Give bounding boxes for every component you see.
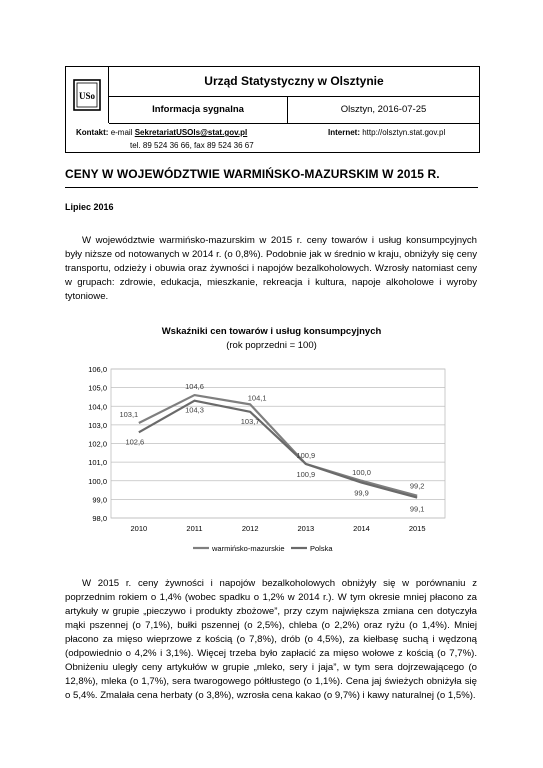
info-type: Informacja sygnalna (109, 97, 288, 123)
publication-date: Lipiec 2016 (65, 202, 114, 212)
data-label: 99,9 (354, 488, 369, 498)
paragraph-food-prices: W 2015 r. ceny żywności i napojów bezalkoholowych obniżyły się w porównaniu z poprzednim rokiem o 1,4% (wobec spadku o 1,2% w 2014 r.). W tym okresie mniej płacono za artykuły w grupie „pieczywo i produkty zbożowe”, przy czym największa zmiana cen dotyczyła mąki pszennej (o 7,1%), bułki pszennej (o 2,5%), chleba (o 2,2%) oraz ryżu (o 1,4%). Mniej płacono za mięso wieprzowe z kością (o 7,8%), drób (o 4,5%), za kiełbasę suchą i wędzoną (odpowiednio o 4,2% i 3,1%). Więcej trzeba było zapłacić za mięso wołowe z kością (o 7,7%). Obniżeniu uległy ceny artykułów w grupie „mleko, sery i jaja”, w tym sera dojrzewającego (o 12,8%), mleka (o 1,7%), sera twarogowego półtłustego (o 1,1%). Cena jaj świeżych obniżyła się o 5,4%. Zmalała cena herbaty (o 3,8%), wzrosła cena kakao (o 9,7%) i kawy naturalnej (o 1,5%). (65, 578, 477, 701)
data-label: 104,6 (185, 382, 204, 392)
legend-label: warmińsko-mazurskie (212, 544, 285, 553)
header-box (65, 66, 480, 153)
y-tick-label: 99,0 (92, 495, 107, 505)
y-tick-label: 104,0 (88, 402, 107, 412)
office-name: Urząd Statystyczny w Olsztynie (109, 67, 479, 97)
series-line-polska (139, 401, 417, 498)
x-tick-label: 2014 (353, 524, 370, 533)
data-label: 103,1 (119, 410, 139, 420)
data-label: 99,1 (409, 504, 425, 514)
internet-label: Internet: (328, 128, 360, 137)
x-tick-label: 2010 (130, 524, 148, 533)
line-chart (75, 355, 455, 565)
x-tick-label: 2013 (297, 524, 315, 533)
legend-label: Polska (310, 544, 333, 553)
data-label: 102,6 (125, 437, 145, 447)
phone-line: tel. 89 524 36 66, fax 89 524 36 67 (130, 141, 254, 150)
y-tick-label: 105,0 (88, 383, 107, 393)
office-logo (66, 67, 109, 123)
x-tick-label: 2011 (186, 524, 203, 533)
internet-line (328, 128, 445, 137)
data-label: 100,0 (352, 467, 371, 477)
y-tick-label: 100,0 (88, 476, 107, 486)
chart-subtitle: (rok poprzedni = 100) (226, 340, 317, 351)
page-title: CENY W WOJEWÓDZTWIE WARMIŃSKO-MAZURSKIM W 2015 R. (65, 167, 440, 181)
data-label: 103,7 (240, 416, 260, 426)
logo-lettering: USo (78, 91, 96, 101)
x-tick-label: 2015 (408, 524, 426, 533)
paragraph-intro: W województwie warmińsko-mazurskim w 2015 r. ceny towarów i usług konsumpcyjnych były niższe od notowanych w 2014 r. (o 0,8%). Podobnie jak w średnio w kraju, obniżyły się ceny transportu, odzieży i obuwia oraz żywności i napojów bezalkoholowych. Wzrosły natomiast ceny w grupach: zdrowie, edukacja, mieszkanie, rekreacja i kultura, napoje alkoholowe i wyroby tytoniowe. (65, 235, 477, 302)
y-tick-label: 101,0 (88, 458, 107, 468)
email-link[interactable]: SekretariatUSOls@stat.gov.pl (134, 128, 248, 137)
chart-title: Wskaźniki cen towarów i usług konsumpcyjnych (161, 326, 382, 337)
y-tick-label: 102,0 (88, 439, 107, 449)
data-label: 104,1 (247, 393, 267, 403)
x-tick-label: 2012 (241, 524, 259, 533)
data-label: 99,2 (409, 481, 425, 491)
internet-link[interactable]: http://olsztyn.stat.gov.pl (362, 128, 446, 137)
title-divider (65, 187, 478, 188)
email-prefix: e-mail (110, 128, 133, 137)
data-label: 104,3 (185, 405, 204, 415)
contact-label: Kontakt: (76, 128, 109, 137)
y-tick-label: 106,0 (88, 365, 107, 374)
data-label: 100,9 (296, 450, 316, 460)
contact-line (76, 128, 247, 137)
y-tick-label: 103,0 (88, 420, 107, 430)
y-tick-label: 98,0 (92, 514, 107, 523)
place-date: Olsztyn, 2016-07-25 (340, 104, 427, 115)
data-label: 100,9 (296, 469, 316, 479)
